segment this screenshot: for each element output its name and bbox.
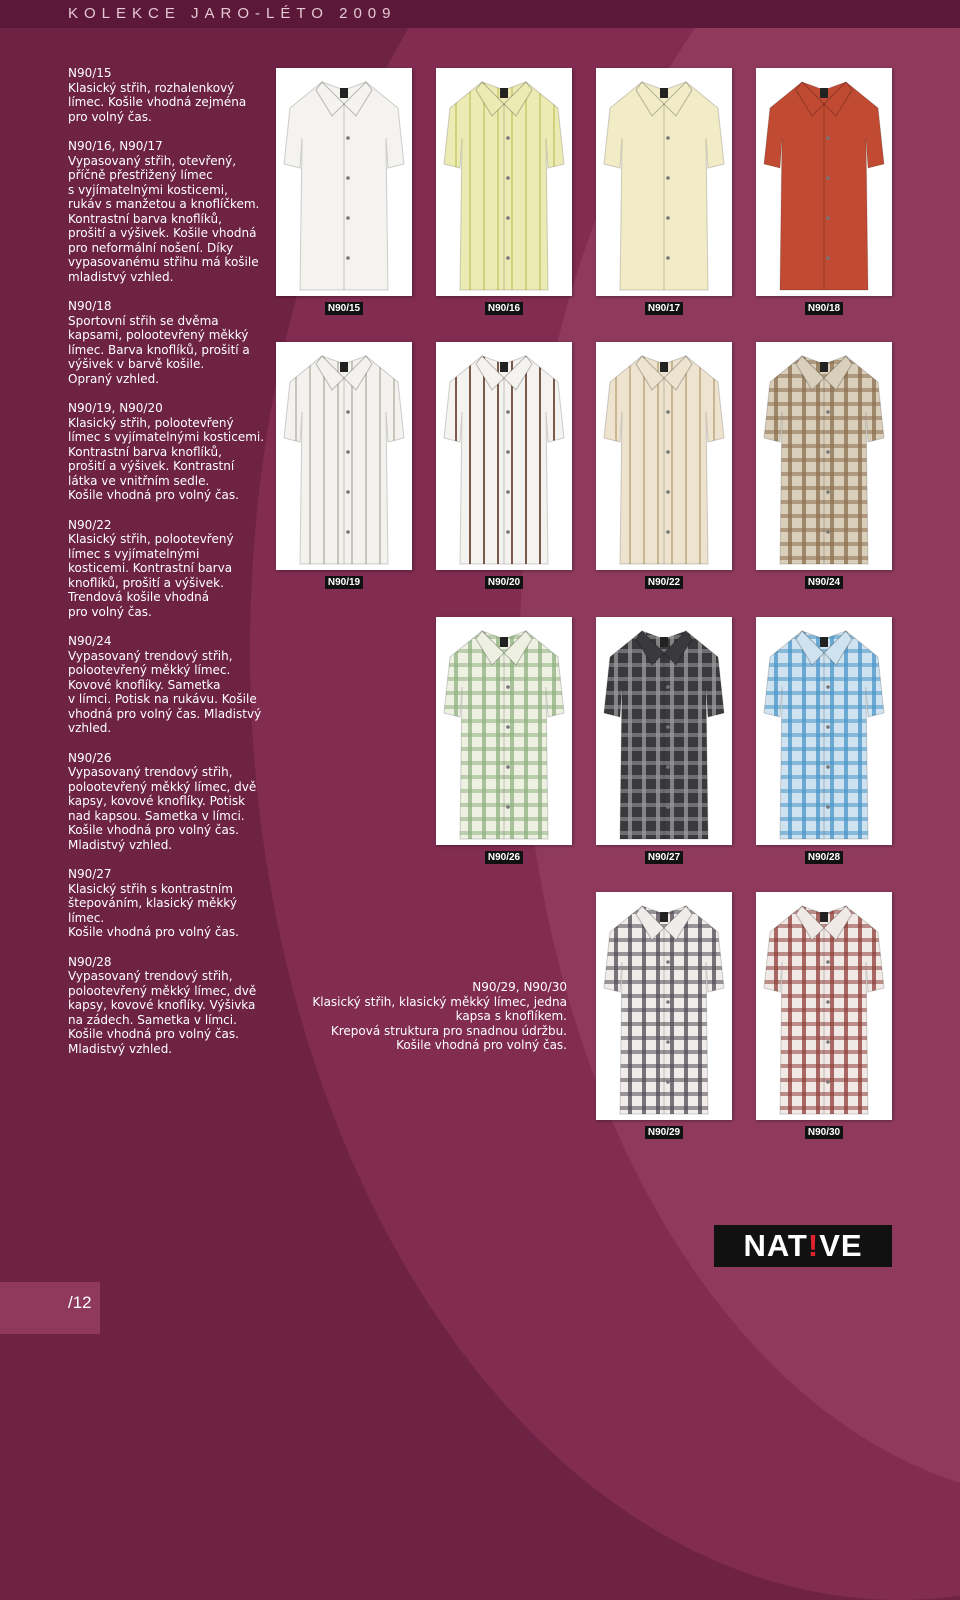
shirt-photo [756, 617, 892, 845]
shirt-photo [596, 68, 732, 296]
description-column [68, 66, 278, 1071]
shirt-icon [276, 68, 412, 296]
shirt-code: N90/19 [325, 576, 363, 589]
shirt-icon [436, 68, 572, 296]
shirt-icon [756, 68, 892, 296]
shirt-photo [756, 342, 892, 570]
shirt-code: N90/27 [645, 851, 683, 864]
product-code: N90/22 [68, 517, 112, 532]
product-code: N90/24 [68, 634, 112, 648]
shirt-code: N90/18 [805, 302, 843, 315]
shirt-code: N90/15 [325, 302, 363, 315]
shirt-icon [596, 68, 732, 296]
shirt-photo [756, 892, 892, 1120]
shirt-code-label [276, 570, 412, 589]
shirt-code-label [596, 845, 732, 864]
product-code: N90/29, N90/30 [472, 980, 567, 994]
product-description: Klasický střih s kontrastním štepováním, klasický měkký límec. Košile vhodná pro volný čas. [68, 881, 239, 939]
shirt-photo [596, 342, 732, 570]
shirt-code: N90/24 [805, 576, 843, 589]
product-description: Vypasovaný střih, otevřený, příčně přestřižený límec s vyjímatelnými kosticemi, rukáv s manžetou a knoflíčkem. Kontrastní barva knoflíků, prošití a výšivek. Košile vhodná pro neformální nošení. Díky vypasovanému střihu má košile mladistvý vzhled. [68, 153, 260, 284]
shirt-code-label [756, 845, 892, 864]
shirt-icon [756, 617, 892, 845]
page-number: /12 [68, 1293, 92, 1312]
shirt-code: N90/30 [805, 1126, 843, 1139]
native-logo: NAT!VE [714, 1225, 892, 1267]
shirt-code: N90/22 [645, 576, 683, 589]
shirt-icon [436, 342, 572, 570]
shirt-photo [436, 68, 572, 296]
shirt-icon [756, 892, 892, 1120]
shirt-photo [436, 617, 572, 845]
shirt-icon [276, 342, 412, 570]
product-description: Vypasovaný trendový střih, polootevřený měkký límec, dvě kapsy, kovové knoflíky. Výšivka na zádech. Sametka v límci. Košile vhodná pro volný čas. Mladistvý vzhled. [68, 969, 257, 1056]
shirt-code-label [436, 570, 572, 589]
shirt-code-label [436, 845, 572, 864]
product-description: Vypasovaný trendový střih, polootevřený měkký límec, dvě kapsy, kovové knoflíky. Potisk nad kapsou. Sametka v límci. Košile vhodná pro volný čas. Mladistvý vzhled. [68, 765, 257, 852]
shirt-code-label [756, 296, 892, 315]
shirt-code-label [756, 1120, 892, 1139]
shirt-photo [756, 68, 892, 296]
shirt-photo [276, 342, 412, 570]
shirt-photo [596, 617, 732, 845]
shirt-photo [436, 342, 572, 570]
shirt-icon [436, 617, 572, 845]
shirt-code-label [596, 570, 732, 589]
shirt-icon [596, 617, 732, 845]
shirt-photo [276, 68, 412, 296]
shirt-code-label [596, 296, 732, 315]
product-description: Klasický střih, polootevřený límec s vyjímatelnými kosticemi. Kontrastní barva knoflíků, prošití a výšivek. Trendová košile vhodná pro volný čas. [68, 532, 234, 619]
product-code: N90/27 [68, 867, 112, 881]
shirt-icon [596, 892, 732, 1120]
product-code: N90/18 [68, 299, 112, 313]
product-code: N90/28 [68, 954, 112, 969]
shirt-icon [756, 342, 892, 570]
description-block [68, 299, 278, 386]
product-code: N90/16, N90/17 [68, 139, 163, 153]
shirt-code: N90/26 [485, 851, 523, 864]
description-block [68, 955, 278, 1057]
description-block [68, 751, 278, 853]
center-description [300, 980, 567, 1053]
product-description: Klasický střih, polootevřený límec s vyjímatelnými kosticemi. Kontrastní barva knoflíků, prošití a výšivek. Kontrastní látka ve vnitřním sedle. Košile vhodná pro volný čas. [68, 415, 265, 502]
shirt-code: N90/17 [645, 302, 683, 315]
description-block [68, 867, 278, 940]
shirt-code-label [436, 296, 572, 315]
product-code: N90/19, N90/20 [68, 401, 163, 415]
shirt-code: N90/20 [485, 576, 523, 589]
product-description: Sportovní střih se dvěma kapsami, polootevřený měkký límec. Barva knoflíků, prošití a výšivek v barvě košile. Opraný vzhled. [68, 313, 250, 386]
description-block [68, 401, 278, 503]
product-code: N90/15 [68, 66, 112, 80]
shirt-code-label [276, 296, 412, 315]
description-block [68, 634, 278, 736]
product-code: N90/26 [68, 750, 112, 765]
shirt-code-label [596, 1120, 732, 1139]
shirt-code: N90/29 [645, 1126, 683, 1139]
description-block [68, 518, 278, 620]
shirt-code-label [756, 570, 892, 589]
description-block [68, 66, 278, 124]
page-header-title: KOLEKCE JARO-LÉTO 2009 [68, 5, 397, 22]
shirt-icon [596, 342, 732, 570]
product-description: Vypasovaný trendový střih, polootevřený měkký límec. Kovové knoflíky. Sametka v límci. Potisk na rukávu. Košile vhodná pro volný čas. Mladistvý vzhled. [68, 648, 262, 735]
description-block [68, 139, 278, 284]
shirt-photo [596, 892, 732, 1120]
product-description: Klasický střih, klasický měkký límec, jedna kapsa s knoflíkem. Krepová struktura pro snadnou údržbu. Košile vhodná pro volný čas. [312, 994, 567, 1052]
shirt-code: N90/28 [805, 851, 843, 864]
product-description: Klasický střih, rozhalenkový límec. Košile vhodná zejména pro volný čas. [68, 80, 247, 124]
shirt-code: N90/16 [485, 302, 523, 315]
